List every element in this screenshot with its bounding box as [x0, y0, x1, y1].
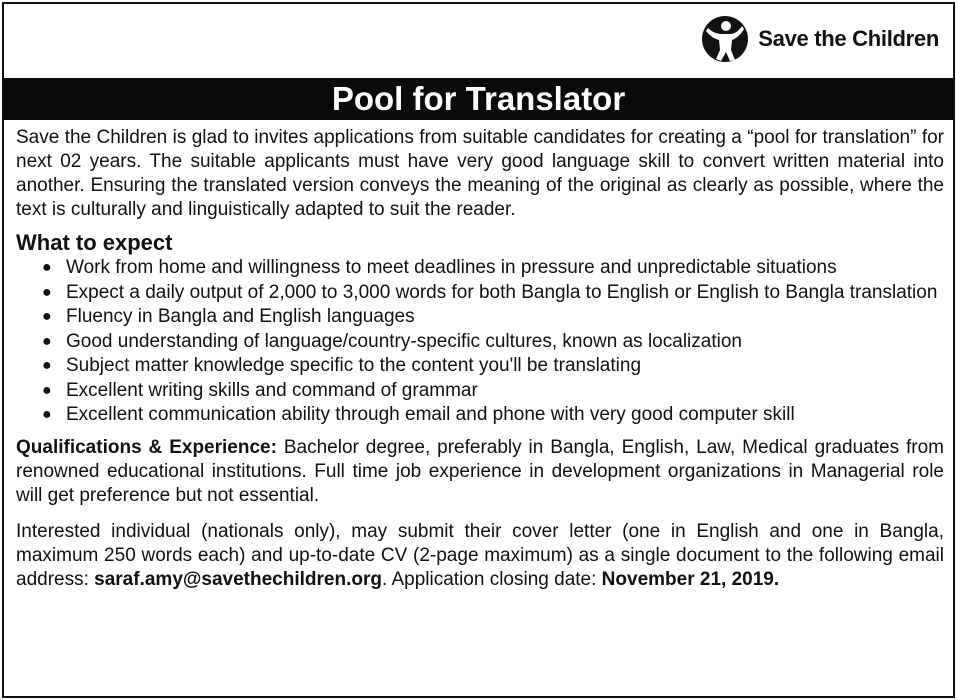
organization-logo — [700, 14, 939, 64]
closing-date: November 21, 2019. — [601, 568, 780, 590]
qualifications-label: Qualifications & Experience: — [16, 436, 277, 458]
advertisement-body — [16, 126, 944, 592]
page-title: Pool for Translator — [4, 78, 953, 120]
bullet-icon: ● — [42, 406, 52, 423]
qualifications-text: Bachelor degree, preferably in Bangla, English, Law, Medical graduates from renowned educational institutions. Full time job experience in development organizations in Managerial role will get preference but not essential. — [16, 436, 945, 506]
expect-heading: What to expect — [16, 230, 173, 255]
list-item: ● Work from home and willingness to meet deadlines in pressure and unpredictable situations — [42, 256, 944, 281]
save-the-children-logo-icon — [700, 14, 750, 64]
expect-list — [42, 256, 944, 428]
bullet-icon: ● — [42, 283, 52, 301]
application-instructions: Interested individual (nationals only), may submit their cover letter (one in English and one in Bangla, maximum 250 words each) and up-to-date CV (2-page maximum) as a single document to the following email address: saraf.amy@savethechildren.org. Application closing date: November 21, 2019. — [16, 520, 944, 590]
list-item: ● Good understanding of language/country-specific cultures, known as localization — [42, 330, 944, 355]
qualifications-paragraph — [16, 436, 944, 508]
intro-paragraph: Save the Children is glad to invites applications from suitable candidates for creating a “pool for translation” for next 02 years. The suitable applicants must have very good language skill to convert written material into another. Ensuring the translated version conveys the meaning of the original as clearly as possible, where the text is culturally and linguistically adapted to suit the reader. — [16, 127, 944, 220]
bullet-icon: ● — [42, 357, 52, 374]
job-advertisement — [2, 2, 955, 698]
list-item: ● Subject matter knowledge specific to the content you'll be translating — [42, 354, 944, 379]
organization-name: Save the Children — [758, 26, 939, 51]
bullet-icon: ● — [42, 308, 52, 325]
bullet-icon: ● — [42, 259, 52, 276]
list-item: ● Fluency in Bangla and English languages — [42, 305, 944, 330]
contact-email: saraf.amy@savethechildren.org — [94, 568, 382, 590]
bullet-icon: ● — [42, 332, 52, 350]
list-item: ● Excellent writing skills and command of grammar — [42, 379, 944, 404]
list-item: ● Expect a daily output of 2,000 to 3,000 words for both Bangla to English or English to Bangla translation — [42, 281, 944, 306]
bullet-icon: ● — [42, 381, 52, 399]
list-item: ● Excellent communication ability through email and phone with very good computer skill — [42, 403, 944, 428]
